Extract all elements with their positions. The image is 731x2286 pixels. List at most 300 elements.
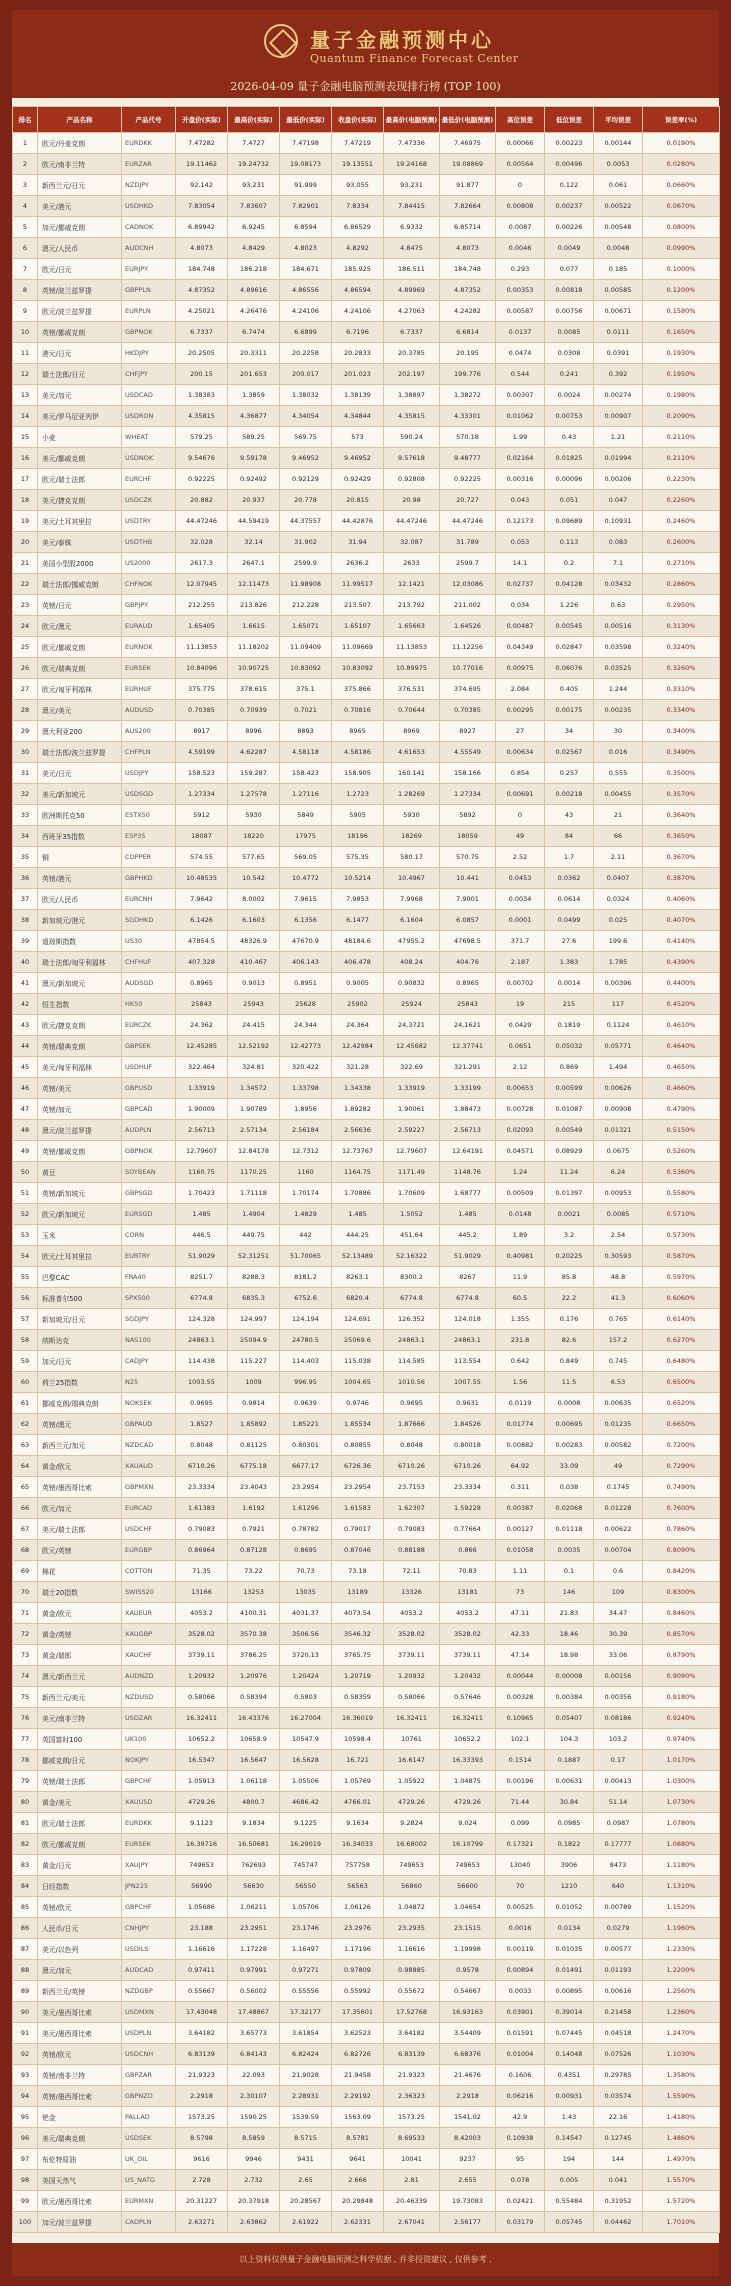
high-error-cell: 0.00196 [496,1771,545,1792]
product-code-cell: EURNOK [122,637,176,658]
low-error-cell: 1.43 [545,2107,594,2128]
column-header: 平均误差 [594,107,643,133]
product-name-cell: 钯金 [38,2107,122,2128]
high-cell: 8.5859 [228,2128,280,2149]
table-row [13,1183,720,1204]
high-error-cell: 73 [496,1582,545,1603]
high-error-cell: 0.00044 [496,1666,545,1687]
close-cell: 0.97809 [332,1960,384,1981]
product-name-cell: 欧元/波兰兹罗提 [38,301,122,322]
low-cell: 158.423 [280,763,332,784]
low-error-cell: 0.00223 [545,133,594,154]
high-cell: 124.997 [228,1309,280,1330]
table-row [13,301,720,322]
low-cell: 1.4829 [280,1204,332,1225]
open-cell: 18087 [176,826,228,847]
low-cell: 4.58118 [280,742,332,763]
avg-error-cell: 0.083 [594,532,643,553]
pred-low-cell: 2.655 [440,2170,496,2191]
table-row [13,700,720,721]
low-error-cell: 34 [545,721,594,742]
pred-high-cell: 4.27063 [384,301,440,322]
pred-high-cell: 1.28269 [384,784,440,805]
low-error-cell: 0.4351 [545,2065,594,2086]
open-cell: 5912 [176,805,228,826]
open-cell: 1.05686 [176,1897,228,1918]
open-cell: 749653 [176,1855,228,1876]
error-rate-cell: 0.5150% [643,1120,720,1141]
table-row [13,1246,720,1267]
avg-error-cell: 103.2 [594,1729,643,1750]
high-error-cell: 0.0016 [496,1918,545,1939]
low-error-cell: 0.00237 [545,196,594,217]
error-rate-cell: 0.7860% [643,1519,720,1540]
table-row [13,2128,720,2149]
low-cell: 20.778 [280,490,332,511]
product-code-cell: GBPNZD [122,2086,176,2107]
low-error-cell: 0.1822 [545,1834,594,1855]
high-cell: 1.71118 [228,1183,280,1204]
low-cell: 745747 [280,1855,332,1876]
pred-high-cell: 24.3721 [384,1015,440,1036]
high-error-cell: 2.084 [496,679,545,700]
low-error-cell: 0.01087 [545,1099,594,1120]
open-cell: 1.38383 [176,385,228,406]
close-cell: 7.8334 [332,196,384,217]
low-error-cell: 0.01118 [545,1519,594,1540]
pred-low-cell: 0.866 [440,1540,496,1561]
product-name-cell: 美元/泰铢 [38,532,122,553]
low-error-cell: 0.00549 [545,1120,594,1141]
column-header: 排名 [13,107,38,133]
high-error-cell: 0.02737 [496,574,545,595]
rank-cell: 16 [13,448,38,469]
table-row [13,1435,720,1456]
open-cell: 8.5798 [176,2128,228,2149]
pred-high-cell: 0.55672 [384,1981,440,2002]
high-error-cell: 0.034 [496,595,545,616]
low-cell: 10547.9 [280,1729,332,1750]
high-error-cell: 0.0119 [496,1393,545,1414]
high-error-cell: 42.33 [496,1624,545,1645]
rank-cell: 15 [13,427,38,448]
table-row [13,1918,720,1939]
avg-error-cell: 48.8 [594,1267,643,1288]
open-cell: 51.9029 [176,1246,228,1267]
rank-cell: 23 [13,595,38,616]
high-cell: 2.30107 [228,2086,280,2107]
high-error-cell: 0.0137 [496,322,545,343]
error-rate-cell: 0.3310% [643,679,720,700]
low-error-cell: 22.2 [545,1288,594,1309]
pred-high-cell: 23.2935 [384,1918,440,1939]
high-error-cell: 0.01004 [496,2044,545,2065]
rank-cell: 74 [13,1666,38,1687]
product-code-cell: GBPMXN [122,1477,176,1498]
product-name-cell: 西班牙35指数 [38,826,122,847]
avg-error-cell: 0.047 [594,490,643,511]
avg-error-cell: 199.6 [594,931,643,952]
low-error-cell: 1.7 [545,847,594,868]
high-error-cell: 0.10965 [496,1708,545,1729]
error-rate-cell: 0.1950% [643,364,720,385]
low-error-cell: 0.0985 [545,1813,594,1834]
low-cell: 7.82901 [280,196,332,217]
low-error-cell: 0.038 [545,1477,594,1498]
product-code-cell: US_NATG [122,2170,176,2191]
pred-high-cell: 1.62307 [384,1498,440,1519]
error-rate-cell: 0.8300% [643,1582,720,1603]
error-rate-cell: 0.1980% [643,385,720,406]
pred-low-cell: 2.56713 [440,1120,496,1141]
rank-cell: 97 [13,2149,38,2170]
pred-high-cell: 4.89969 [384,280,440,301]
high-cell: 9946 [228,2149,280,2170]
product-code-cell: USDTHB [122,532,176,553]
avg-error-cell: 0.00516 [594,616,643,637]
open-cell: 24863.1 [176,1330,228,1351]
error-rate-cell: 0.6270% [643,1330,720,1351]
pred-high-cell: 4729.26 [384,1792,440,1813]
avg-error-cell: 0.00704 [594,1540,643,1561]
error-rate-cell: 0.0280% [643,154,720,175]
close-cell: 13189 [332,1582,384,1603]
high-error-cell: 0.00387 [496,1498,545,1519]
product-name-cell: 美元/土耳其里拉 [38,511,122,532]
high-error-cell: 0.00882 [496,1435,545,1456]
table-row [13,1792,720,1813]
open-cell: 1.61383 [176,1498,228,1519]
pred-high-cell: 1.5052 [384,1204,440,1225]
low-cell: 8181.2 [280,1267,332,1288]
table-row [13,1876,720,1897]
high-cell: 18220 [228,826,280,847]
close-cell: 4766.01 [332,1792,384,1813]
low-error-cell: 0.0014 [545,973,594,994]
open-cell: 32.028 [176,532,228,553]
rank-cell: 91 [13,2023,38,2044]
avg-error-cell: 0.392 [594,364,643,385]
rank-cell: 87 [13,1939,38,1960]
rank-cell: 86 [13,1918,38,1939]
open-cell: 12.07945 [176,574,228,595]
close-cell: 1.70886 [332,1183,384,1204]
high-cell: 213.826 [228,595,280,616]
open-cell: 2.56713 [176,1120,228,1141]
table-row [13,1393,720,1414]
rank-cell: 28 [13,700,38,721]
high-cell: 1.06211 [228,1897,280,1918]
error-rate-cell: 0.8420% [643,1561,720,1582]
rank-cell: 13 [13,385,38,406]
high-error-cell: 0.02421 [496,2191,545,2212]
low-error-cell: 0.43 [545,427,594,448]
low-error-cell: 0.00175 [545,700,594,721]
table-row [13,1666,720,1687]
avg-error-cell: 1.244 [594,679,643,700]
product-name-cell: 澳大利亚200 [38,721,122,742]
error-rate-cell: 1.3580% [643,2065,720,2086]
pred-low-cell: 9237 [440,2149,496,2170]
pred-high-cell: 6.9332 [384,217,440,238]
low-error-cell: 0.0362 [545,868,594,889]
close-cell: 0.79017 [332,1519,384,1540]
avg-error-cell: 0.025 [594,910,643,931]
high-error-cell: 0.0033 [496,1981,545,2002]
close-cell: 575.35 [332,847,384,868]
open-cell: 0.79083 [176,1519,228,1540]
error-rate-cell: 0.6520% [643,1393,720,1414]
avg-error-cell: 0.03525 [594,658,643,679]
product-name-cell: 日经指数 [38,1876,122,1897]
pred-low-cell: 6.6814 [440,322,496,343]
error-rate-cell: 0.2110% [643,427,720,448]
low-cell: 3.61854 [280,2023,332,2044]
low-cell: 1539.59 [280,2107,332,2128]
rank-cell: 40 [13,952,38,973]
high-error-cell: 371.7 [496,931,545,952]
high-cell: 11.18202 [228,637,280,658]
avg-error-cell: 0.00577 [594,1939,643,1960]
rank-cell: 20 [13,532,38,553]
pred-high-cell: 6.1604 [384,910,440,931]
error-rate-cell: 0.1930% [643,343,720,364]
product-code-cell: EURTRY [122,1246,176,1267]
low-error-cell: 0.04128 [545,574,594,595]
error-rate-cell: 0.7290% [643,1456,720,1477]
high-error-cell: 0.00975 [496,658,545,679]
high-cell: 9.1834 [228,1813,280,1834]
pred-low-cell: 8267 [440,1267,496,1288]
product-code-cell: GBPHKD [122,868,176,889]
high-error-cell: 0.1606 [496,2065,545,2086]
pred-low-cell: 1.19998 [440,1939,496,1960]
high-cell: 6.1603 [228,910,280,931]
pred-low-cell: 570.75 [440,847,496,868]
pred-high-cell: 7.47336 [384,133,440,154]
pred-low-cell: 0.9578 [440,1960,496,1981]
rank-cell: 92 [13,2044,38,2065]
table-row [13,994,720,1015]
open-cell: 10.48535 [176,868,228,889]
low-error-cell: 0.00218 [545,784,594,805]
low-error-cell: 0.02567 [545,742,594,763]
product-name-cell: 美元/匈牙利福林 [38,1057,122,1078]
low-cell: 16.27004 [280,1708,332,1729]
table-row [13,1582,720,1603]
rank-cell: 72 [13,1624,38,1645]
low-error-cell: 0.00096 [545,469,594,490]
close-cell: 6.82726 [332,2044,384,2065]
pred-low-cell: 1.33199 [440,1078,496,1099]
high-error-cell: 70 [496,1876,545,1897]
pred-high-cell: 32.087 [384,532,440,553]
open-cell: 23.188 [176,1918,228,1939]
product-code-cell: CADJPY [122,1351,176,1372]
close-cell: 1.17196 [332,1939,384,1960]
high-error-cell: 0.00702 [496,973,545,994]
low-cell: 11.09409 [280,637,332,658]
pred-low-cell: 445.2 [440,1225,496,1246]
product-name-cell: 英镑/波兰兹罗提 [38,280,122,301]
pred-low-cell: 16.10799 [440,1834,496,1855]
table-row [13,2002,720,2023]
report-page [12,10,719,2276]
pred-high-cell: 9.57618 [384,448,440,469]
pred-high-cell: 9.2824 [384,1813,440,1834]
column-header: 产品名称 [38,107,122,133]
product-name-cell: 美元/新加坡元 [38,784,122,805]
high-error-cell: 0.00808 [496,196,545,217]
close-cell: 0.70816 [332,700,384,721]
low-error-cell: 146 [545,1582,594,1603]
low-error-cell: 0.0035 [545,1540,594,1561]
close-cell: 2.56636 [332,1120,384,1141]
product-code-cell: EURPLN [122,301,176,322]
close-cell: 3765.75 [332,1645,384,1666]
open-cell: 579.25 [176,427,228,448]
table-row [13,721,720,742]
product-code-cell: USDCNH [122,2044,176,2065]
close-cell: 1.34338 [332,1078,384,1099]
error-rate-cell: 0.3240% [643,637,720,658]
pred-low-cell: 3528.02 [440,1624,496,1645]
product-name-cell: 美元/加元 [38,385,122,406]
error-rate-cell: 1.0780% [643,1813,720,1834]
table-row [13,427,720,448]
high-cell: 1.6615 [228,616,280,637]
pred-high-cell: 1.05922 [384,1771,440,1792]
pred-high-cell: 1171.49 [384,1162,440,1183]
high-error-cell: 19 [496,994,545,1015]
close-cell: 0.92429 [332,469,384,490]
pred-high-cell: 160.141 [384,763,440,784]
product-code-cell: SPX500 [122,1288,176,1309]
low-cell: 21.9028 [280,2065,332,2086]
low-cell: 16.5628 [280,1750,332,1771]
table-row [13,1162,720,1183]
close-cell: 7.9853 [332,889,384,910]
high-cell: 410.467 [228,952,280,973]
low-error-cell: 0.14547 [545,2128,594,2149]
close-cell: 1004.65 [332,1372,384,1393]
rank-cell: 66 [13,1498,38,1519]
rank-cell: 69 [13,1561,38,1582]
low-error-cell: 104.3 [545,1729,594,1750]
product-code-cell: USDCHF [122,1519,176,1540]
high-cell: 1.85892 [228,1414,280,1435]
low-cell: 0.7021 [280,700,332,721]
pred-low-cell: 0.70385 [440,700,496,721]
open-cell: 212.255 [176,595,228,616]
rank-cell: 85 [13,1897,38,1918]
open-cell: 16.39716 [176,1834,228,1855]
product-name-cell: 黄金/欧元 [38,1603,122,1624]
high-cell: 1170.25 [228,1162,280,1183]
pred-high-cell: 72.11 [384,1561,440,1582]
close-cell: 0.87046 [332,1540,384,1561]
pred-low-cell: 12.64191 [440,1141,496,1162]
product-name-cell: 铜 [38,847,122,868]
error-rate-cell: 0.2460% [643,511,720,532]
rank-cell: 77 [13,1729,38,1750]
product-code-cell: GBPJPY [122,595,176,616]
low-error-cell: 0.01035 [545,1939,594,1960]
high-error-cell: 0.00119 [496,1939,545,1960]
product-name-cell: 黄金/瑞郎 [38,1645,122,1666]
high-error-cell: 0.04571 [496,1141,545,1162]
high-cell: 324.81 [228,1057,280,1078]
table-row [13,448,720,469]
close-cell: 19.13551 [332,154,384,175]
low-cell: 0.92129 [280,469,332,490]
pred-low-cell: 404.76 [440,952,496,973]
rank-cell: 12 [13,364,38,385]
pred-low-cell: 21.4676 [440,2065,496,2086]
low-error-cell: 0.00695 [545,1414,594,1435]
low-error-cell: 27.6 [545,931,594,952]
table-row [13,1078,720,1099]
low-error-cell: 0.0308 [545,343,594,364]
table-header-row [13,107,720,133]
pred-low-cell: 6.85714 [440,217,496,238]
low-cell: 1.27116 [280,784,332,805]
avg-error-cell: 0.00413 [594,1771,643,1792]
rank-cell: 52 [13,1204,38,1225]
high-cell: 20.937 [228,490,280,511]
table-row [13,511,720,532]
pred-high-cell: 4.8475 [384,238,440,259]
error-rate-cell: 0.3650% [643,826,720,847]
low-error-cell: 0.01491 [545,1960,594,1981]
pred-low-cell: 51.9029 [440,1246,496,1267]
avg-error-cell: 0.00455 [594,784,643,805]
high-error-cell: 42.9 [496,2107,545,2128]
pred-high-cell: 1010.56 [384,1372,440,1393]
high-cell: 2647.1 [228,553,280,574]
rank-cell: 57 [13,1309,38,1330]
product-name-cell: 澳元/新西兰元 [38,1666,122,1687]
avg-error-cell: 0.0279 [594,1918,643,1939]
error-rate-cell: 0.1000% [643,259,720,280]
table-row [13,1120,720,1141]
low-error-cell: 0.077 [545,259,594,280]
table-row [13,2191,720,2212]
high-cell: 6.7474 [228,322,280,343]
low-cell: 1160 [280,1162,332,1183]
product-code-cell: HKDJPY [122,343,176,364]
pred-low-cell: 4.87352 [440,280,496,301]
low-cell: 0.80301 [280,1435,332,1456]
pred-high-cell: 6.7337 [384,322,440,343]
rank-cell: 65 [13,1477,38,1498]
rank-cell: 2 [13,154,38,175]
product-name-cell: 欧元/瑞士法郎 [38,1813,122,1834]
table-row [13,952,720,973]
product-code-cell: PALLAD [122,2107,176,2128]
avg-error-cell: 1.494 [594,1057,643,1078]
pred-high-cell: 1.87666 [384,1414,440,1435]
close-cell: 213.507 [332,595,384,616]
open-cell: 71.35 [176,1561,228,1582]
high-error-cell: 0.03901 [496,2002,545,2023]
rank-cell: 9 [13,301,38,322]
high-error-cell: 0.0034 [496,889,545,910]
product-name-cell: 欧元/新加坡元 [38,1204,122,1225]
error-rate-cell: 0.1580% [643,301,720,322]
pred-low-cell: 0.54667 [440,1981,496,2002]
table-row [13,1204,720,1225]
